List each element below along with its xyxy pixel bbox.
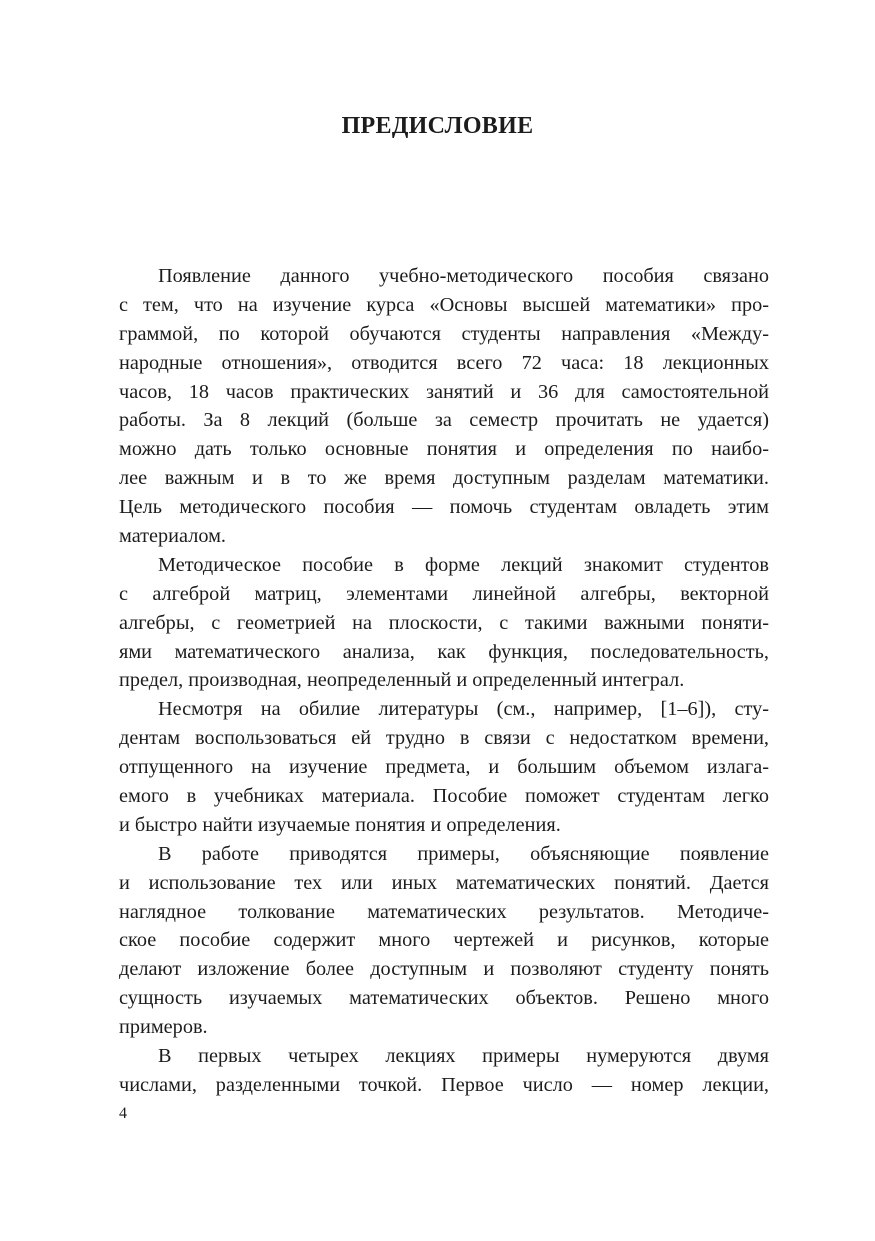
text-line: граммой, по которой обучаются студенты направления «Между-: [119, 322, 769, 345]
page-title: ПРЕДИСЛОВИЕ: [341, 113, 534, 139]
text-line: материалом.: [119, 525, 226, 548]
text-line: можно дать только основные понятия и определения по наибо-: [119, 438, 769, 461]
text-line: Несмотря на обилие литературы (см., например, [1–6]), сту-: [158, 698, 769, 721]
text-line: народные отношения», отводится всего 72 часа: 18 лекционных: [119, 351, 769, 374]
paragraph: [119, 1042, 769, 1100]
text-line: В работе приводятся примеры, объясняющие появление: [158, 842, 769, 865]
text-line: предел, производная, неопределенный и определенный интеграл.: [119, 669, 685, 692]
text-line: дентам воспользоваться ей трудно в связи с недостатком времени,: [119, 727, 769, 750]
paragraph: [119, 262, 769, 551]
text-line: числами, разделенными точкой. Первое число — номер лекции,: [119, 1073, 769, 1096]
text-line: Методическое пособие в форме лекций знакомит студентов: [158, 553, 769, 576]
paragraph: [119, 840, 769, 1042]
text-line: часов, 18 часов практических занятий и 36 для самостоятельной: [119, 380, 769, 403]
page-number: 4: [119, 1105, 127, 1122]
text-line: ями математического анализа, как функция, последовательность,: [119, 640, 769, 663]
body-text: [119, 262, 769, 1100]
text-line: с тем, что на изучение курса «Основы высшей математики» про-: [119, 293, 769, 316]
text-line: делают изложение более доступным и позволяют студенту понять: [119, 958, 769, 981]
text-line: работы. За 8 лекций (больше за семестр прочитать не удается): [119, 409, 769, 432]
paragraph: [119, 551, 769, 695]
text-line: емого в учебниках материала. Пособие поможет студентам легко: [119, 785, 769, 808]
text-line: отпущенного на изучение предмета, и большим объемом излага-: [119, 756, 769, 779]
text-line: сущность изучаемых математических объектов. Решено много: [119, 987, 769, 1010]
text-line: наглядное толкование математических результатов. Методиче-: [119, 900, 769, 923]
text-line: В первых четырех лекциях примеры нумеруются двумя: [158, 1045, 769, 1068]
text-line: ское пособие содержит много чертежей и рисунков, которые: [119, 929, 769, 952]
text-line: и использование тех или иных математических понятий. Дается: [119, 871, 769, 894]
text-line: и быстро найти изучаемые понятия и определения.: [119, 813, 561, 836]
text-line: Появление данного учебно-методического пособия связано: [158, 265, 769, 287]
text-line: лее важным и в то же время доступным разделам математики.: [119, 467, 769, 490]
text-line: с алгеброй матриц, элементами линейной алгебры, векторной: [119, 582, 769, 605]
text-line: алгебры, с геометрией на плоскости, с такими важными поняти-: [119, 611, 769, 634]
text-line: Цель методического пособия — помочь студентам овладеть этим: [119, 496, 769, 519]
paragraph: [119, 695, 769, 839]
text-line: примеров.: [119, 1016, 208, 1039]
